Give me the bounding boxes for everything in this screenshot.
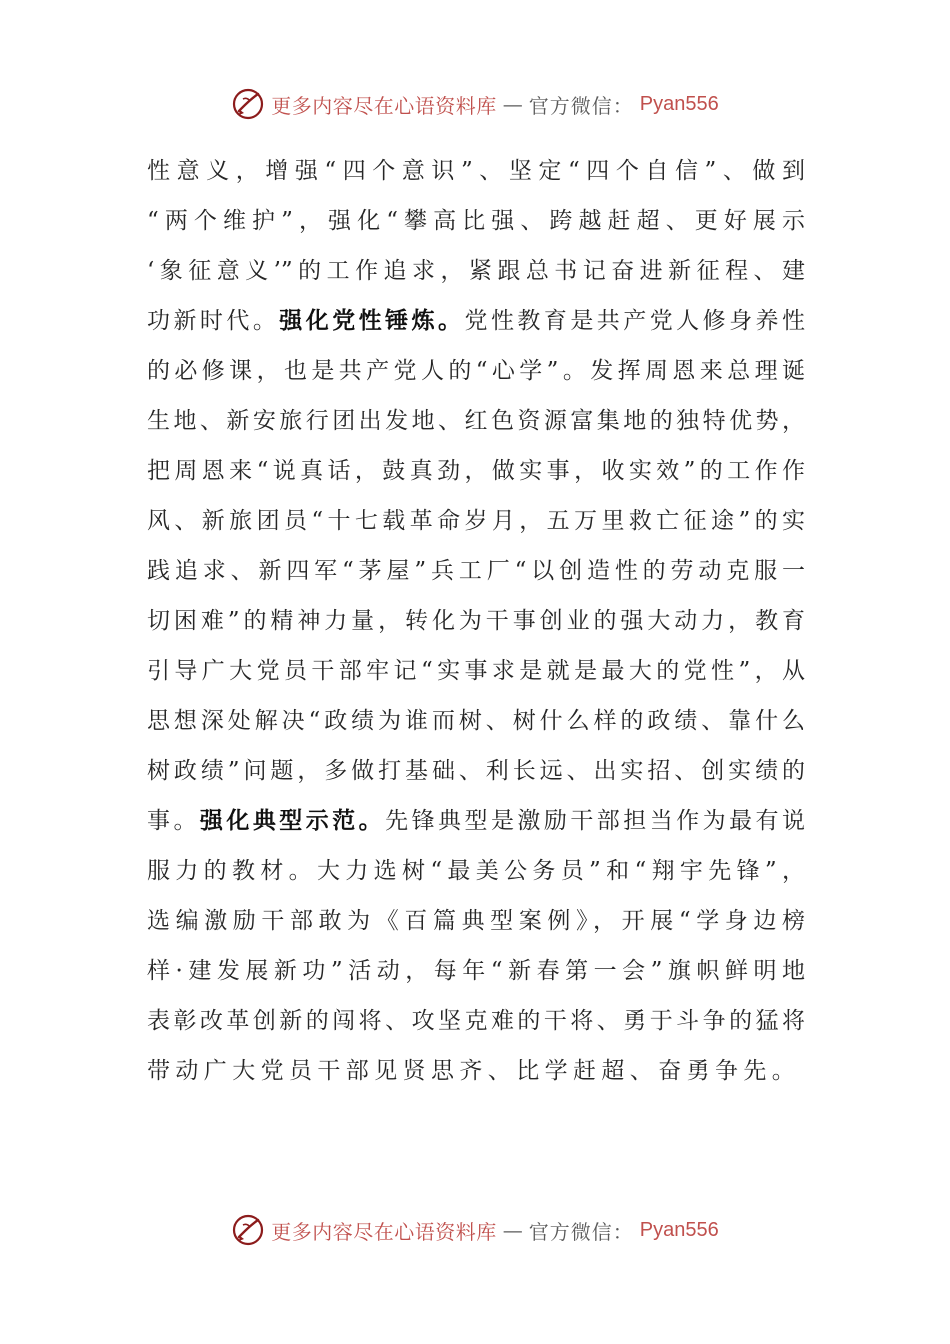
text-segment: 功新时代。 [147,308,280,334]
text-line [147,596,805,646]
text-line [147,296,805,346]
text-line [147,696,805,746]
text-segment: 思想深处解决“政绩为谁而树、树什么样的政绩、靠什么 [147,708,805,734]
text-line [147,646,805,696]
text-line [147,896,805,946]
text-segment: 表彰改革创新的闯将、攻坚克难的干将、勇于斗争的猛将 [147,1008,805,1034]
text-line [147,546,805,596]
text-line [147,396,805,446]
pen-logo-icon [231,87,265,121]
text-segment: ‘象征意义’”的工作追求，紧跟总书记奋进新征程、建 [147,258,805,284]
bold-heading-text: 强化典型示范。 [199,807,386,834]
text-line [147,1046,805,1096]
text-segment: 党性教育是共产党人修身养性 [464,308,806,334]
text-line [147,146,805,196]
text-segment: 切困难”的精神力量，转化为干事创业的强大动力，教育 [147,608,805,634]
bold-heading-text: 强化党性锤炼。 [279,307,465,334]
text-line [147,246,805,296]
footer-separator: — [502,1218,523,1242]
text-segment: 事。 [147,808,200,834]
text-segment: 性意义，增强“四个意识”、坚定“四个自信”、做到 [147,158,805,184]
text-segment: 践追求、新四军“茅屋”兵工厂“以创造性的劳动克服一 [147,558,805,584]
text-line [147,496,805,546]
header-wechat-id: Pyan556 [639,92,719,115]
footer-main-text: 更多内容尽在心语资料库 [271,1219,497,1244]
text-segment: 带动广大党员干部见贤思齐、比学赶超、奋勇争先。 [147,1058,801,1084]
pen-logo-icon [231,1213,265,1247]
footer-wechat-id: Pyan556 [639,1218,719,1241]
text-line [147,796,805,846]
text-line [147,346,805,396]
text-segment: 树政绩”问题，多做打基础、利长远、出实招、创实绩的 [147,758,805,784]
text-segment: 样·建发展新功”活动，每年“新春第一会”旗帜鲜明地 [147,958,805,984]
text-line [147,846,805,896]
text-segment: 服力的教材。大力选树“最美公务员”和“翔宇先锋”， [147,858,805,884]
header-separator: — [502,92,523,116]
text-line [147,996,805,1046]
text-line [147,746,805,796]
header-wechat-label: 官方微信： [528,93,634,118]
text-line [147,946,805,996]
header-banner [0,84,950,124]
text-line [147,446,805,496]
document-body [147,146,805,1096]
footer-wechat-label: 官方微信： [528,1219,634,1244]
text-segment: 把周恩来“说真话，鼓真劲，做实事，收实效”的工作作 [147,458,805,484]
text-segment: “两个维护”，强化“攀高比强、跨越赶超、更好展示 [147,208,805,234]
header-main-text: 更多内容尽在心语资料库 [271,93,497,118]
text-segment: 的必修课，也是共产党人的“心学”。发挥周恩来总理诞 [147,358,805,384]
text-segment: 选编激励干部敢为《百篇典型案例》，开展“学身边榜 [147,908,805,934]
text-segment: 引导广大党员干部牢记“实事求是就是最大的党性”，从 [147,658,805,684]
text-segment: 风、新旅团员“十七载革命岁月，五万里救亡征途”的实 [147,508,805,534]
text-segment: 先锋典型是激励干部担当作为最有说 [385,808,806,834]
text-segment: 生地、新安旅行团出发地、红色资源富集地的独特优势， [147,408,805,434]
text-line [147,196,805,246]
footer-banner [0,1210,950,1250]
